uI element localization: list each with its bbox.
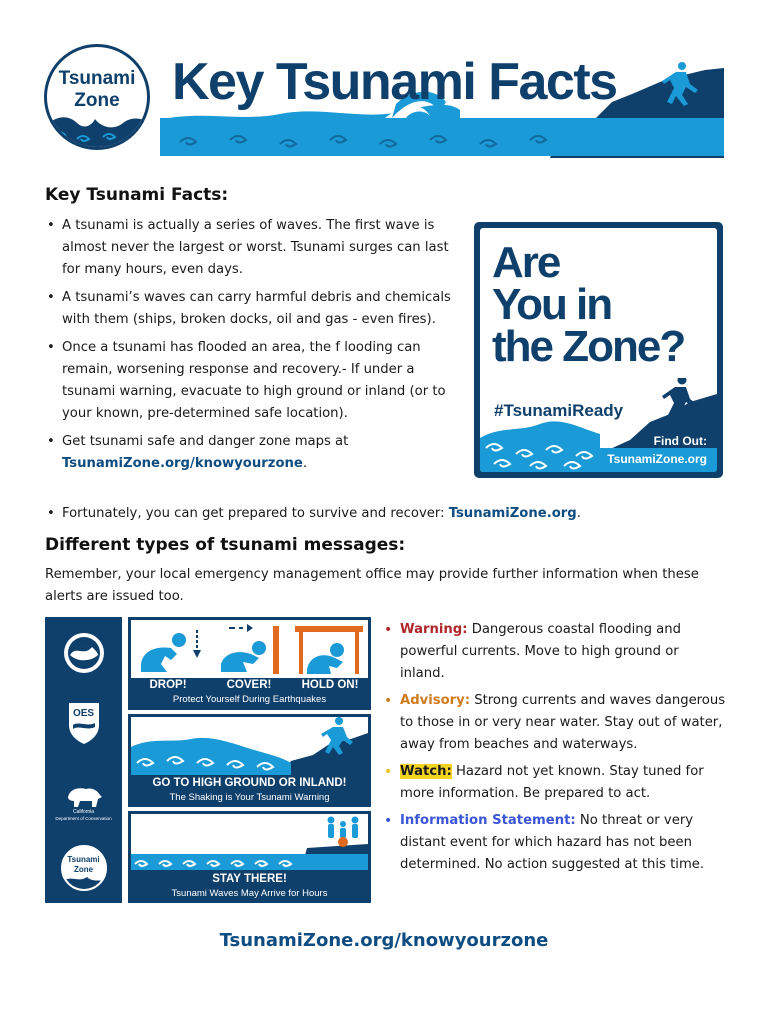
stay-there-panel	[128, 811, 371, 903]
list-item: • A tsunami is actually a series of waves. The first wave is almost never the largest or worst. Tsunami surges can last for many hours, even days.	[45, 215, 465, 281]
warning-text: Dangerous coastal flooding and powerful currents. Move to high ground or inland.	[400, 622, 681, 681]
list-item	[45, 431, 465, 475]
fortunately-text: Fortunately, you can get prepared to survive and recover:	[62, 506, 449, 521]
hold-on-label: HOLD ON!	[301, 679, 359, 691]
drop-label: DROP!	[149, 679, 187, 691]
tz-line2: Zone	[73, 865, 94, 874]
drop-figure-icon	[141, 633, 186, 672]
maps-text: Get tsunami safe and danger zone maps at	[62, 434, 349, 449]
wave-icon	[47, 111, 150, 150]
fortunately-period: .	[576, 506, 581, 521]
doc-line1: California	[72, 809, 95, 815]
tsunami-zone-small-logo	[61, 845, 107, 891]
message-types-list	[382, 619, 727, 881]
list-item	[382, 810, 727, 876]
logo-line1: Tsunami	[58, 68, 136, 89]
high-ground-art	[131, 717, 368, 775]
panel1-subtitle: Protect Yourself During Earthquakes	[172, 694, 327, 705]
zone-line1: Are	[492, 238, 560, 287]
noaa-logo-icon	[62, 631, 106, 675]
advisory-label: Advisory:	[400, 693, 471, 708]
panel2-subtitle: The Shaking is Your Tsunami Warning	[169, 792, 330, 803]
cover-figure-icon	[221, 641, 266, 672]
zone-card-inner	[480, 228, 717, 472]
information-statement-label: Information Statement:	[400, 813, 576, 828]
tsunamizone-link[interactable]: TsunamiZone.org	[448, 506, 577, 521]
family-icon	[328, 817, 359, 839]
advisory-text: Strong currents and waves dangerous to those in or very near water. Stay out of water, away from beaches and waterways.	[400, 693, 726, 752]
tsunami-ready-hashtag: #TsunamiReady	[494, 401, 624, 420]
list-item	[382, 619, 727, 685]
list-item: • Once a tsunami has flooded an area, the f looding can remain, worsening response and recovery.- If under a tsunami warning, evacuate to high ground or inland (or to your known, pre-determined safe location).	[45, 337, 465, 425]
find-out-label: Find Out:	[653, 434, 707, 448]
drop-cover-hold-panel	[128, 617, 371, 710]
footer-link[interactable]: TsunamiZone.org/knowyourzone	[219, 930, 549, 951]
oes-label: OES	[72, 708, 95, 719]
panel2-heading: GO TO HIGH GROUND OR INLAND!	[152, 777, 347, 789]
zone-card-headline	[492, 238, 685, 371]
oes-shield-icon	[67, 699, 101, 745]
facts-heading: Key Tsunami Facts:	[45, 185, 229, 205]
high-ground-panel	[128, 714, 371, 807]
header	[0, 0, 768, 170]
list-item	[382, 761, 727, 805]
agency-logos-sidebar	[45, 617, 122, 903]
page-title: Key Tsunami Facts	[172, 53, 617, 111]
noaa-label: NOAA	[76, 639, 91, 645]
watch-label: Watch:	[400, 764, 452, 779]
tz-line1: Tsunami	[67, 855, 100, 864]
warning-label: Warning:	[400, 622, 468, 637]
maps-period: .	[302, 456, 308, 471]
list-item	[382, 690, 727, 756]
zone-line3: the Zone?	[492, 322, 685, 371]
zone-line2: You in	[492, 280, 612, 329]
cover-label: COVER!	[226, 679, 272, 691]
are-you-in-the-zone-card	[474, 222, 723, 478]
information-statement-text: No threat or very distant event for which hazard has not been determined. No action suggested at this time.	[400, 813, 705, 872]
bear-icon	[64, 783, 104, 809]
panel3-subtitle: Tsunami Waves May Arrive for Hours	[171, 888, 328, 899]
facts-list	[45, 215, 465, 481]
wave-icon	[63, 875, 107, 891]
stay-there-art	[131, 814, 368, 870]
zone-card-url[interactable]: TsunamiZone.org	[607, 452, 707, 466]
logo-line2: Zone	[74, 90, 120, 111]
list-item	[45, 503, 685, 525]
panel3-heading: STAY THERE!	[212, 873, 287, 885]
watch-text: Hazard not yet known. Stay tuned for more information. Be prepared to act.	[400, 764, 704, 801]
drop-cover-hold-art	[131, 620, 368, 678]
messages-intro: Remember, your local emergency management office may provide further information when these alerts are issued too.	[45, 567, 699, 604]
messages-heading: Different types of tsunami messages:	[45, 535, 406, 555]
tsunami-zone-logo	[44, 44, 150, 150]
list-item: • A tsunami’s waves can carry harmful debris and chemicals with them (ships, broken docks, oil and gas - even fires).	[45, 287, 465, 331]
knowyourzone-link[interactable]: TsunamiZone.org/knowyourzone	[62, 456, 303, 471]
hold-figure-icon	[307, 643, 344, 674]
doc-line2: Department of Conservation	[55, 816, 112, 821]
